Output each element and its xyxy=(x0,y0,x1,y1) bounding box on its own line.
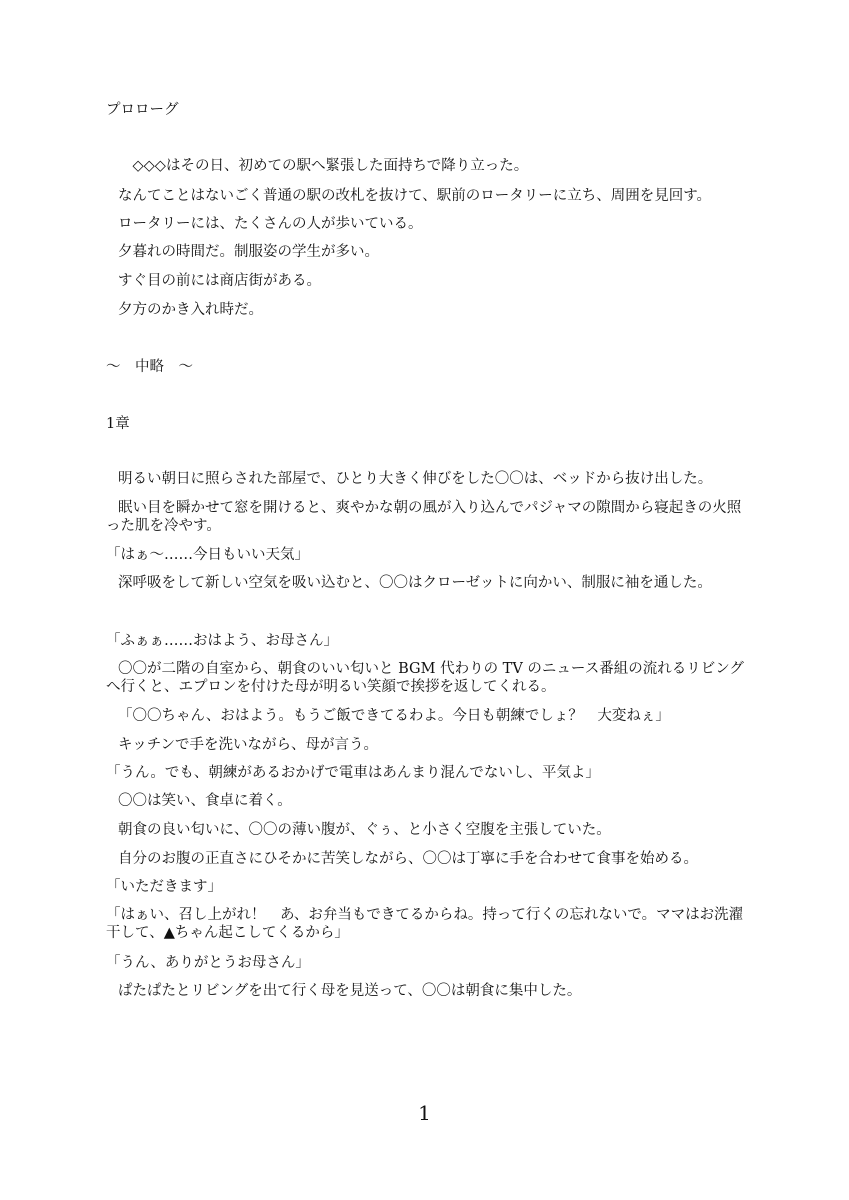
page-number: 1 xyxy=(418,1101,431,1125)
dialogue-line: 「うん、ありがとうお母さん」 xyxy=(106,955,310,971)
paragraph: 自分のお腹の正直さにひそかに苦笑しながら、〇〇は丁寧に手を合わせて食事を始める。 xyxy=(118,851,698,867)
dialogue-line: 「いただきます」 xyxy=(106,879,222,895)
paragraph: 朝食の良い匂いに、〇〇の薄い腹が、ぐぅ、と小さく空腹を主張していた。 xyxy=(118,822,611,838)
paragraph: なんてことはないごく普通の駅の改札を抜けて、駅前のロータリーに立ち、周囲を見回す。 xyxy=(118,188,712,204)
paragraph: 深呼吸をして新しい空気を吸い込むと、〇〇はクローゼットに向かい、制服に袖を通した。 xyxy=(118,575,712,591)
section-separator: ～ 中略 ～ xyxy=(106,359,193,375)
dialogue-line: 「はぁい、召し上がれ！ あ、お弁当もできてるからね。持って行くの忘れないで。ママはお洗濯干して、▲ちゃん起こしてくるから」 xyxy=(106,907,744,941)
paragraph: 〇〇が二階の自室から、朝食のいい匂いと BGM 代わりの TV のニュース番組の流れるリビングへ行くと、エプロンを付けた母が明るい笑顔で挨拶を返してくれる。 xyxy=(106,661,744,695)
paragraph: 眠い目を瞬かせて窓を開けると、爽やかな朝の風が入り込んでパジャマの隙間から寝起きの火照った肌を冷やす。 xyxy=(106,500,742,534)
paragraph: 夕暮れの時間だ。制服姿の学生が多い。 xyxy=(118,244,379,260)
paragraph: ぱたぱたとリビングを出て行く母を見送って、〇〇は朝食に集中した。 xyxy=(118,983,582,999)
dialogue-line: 「〇〇ちゃん、おはよう。もうご飯できてるわよ。今日も朝練でしょ？ 大変ねぇ」 xyxy=(118,708,670,724)
paragraph: ロータリーには、たくさんの人が歩いている。 xyxy=(118,216,423,232)
paragraph: ◇◇◇はその日、初めての駅へ緊張した面持ちで降り立った。 xyxy=(118,158,529,174)
dialogue-line: 「ふぁぁ……おはよう、お母さん」 xyxy=(106,633,338,649)
paragraph: 明るい朝日に照らされた部屋で、ひとり大きく伸びをした〇〇は、ベッドから抜け出した。 xyxy=(118,471,713,487)
paragraph: キッチンで手を洗いながら、母が言う。 xyxy=(118,737,378,753)
dialogue-line: 「はぁ～……今日もいい天気」 xyxy=(106,547,309,563)
chapter-heading: 1章 xyxy=(106,416,130,432)
paragraph: 〇〇は笑い、食卓に着く。 xyxy=(118,793,292,809)
dialogue-line: 「うん。でも、朝練があるおかげで電車はあんまり混んでないし、平気よ」 xyxy=(106,765,600,781)
paragraph: すぐ目の前には商店街がある。 xyxy=(118,273,321,289)
prologue-heading: プロローグ xyxy=(106,102,179,118)
paragraph: 夕方のかき入れ時だ。 xyxy=(118,302,263,318)
